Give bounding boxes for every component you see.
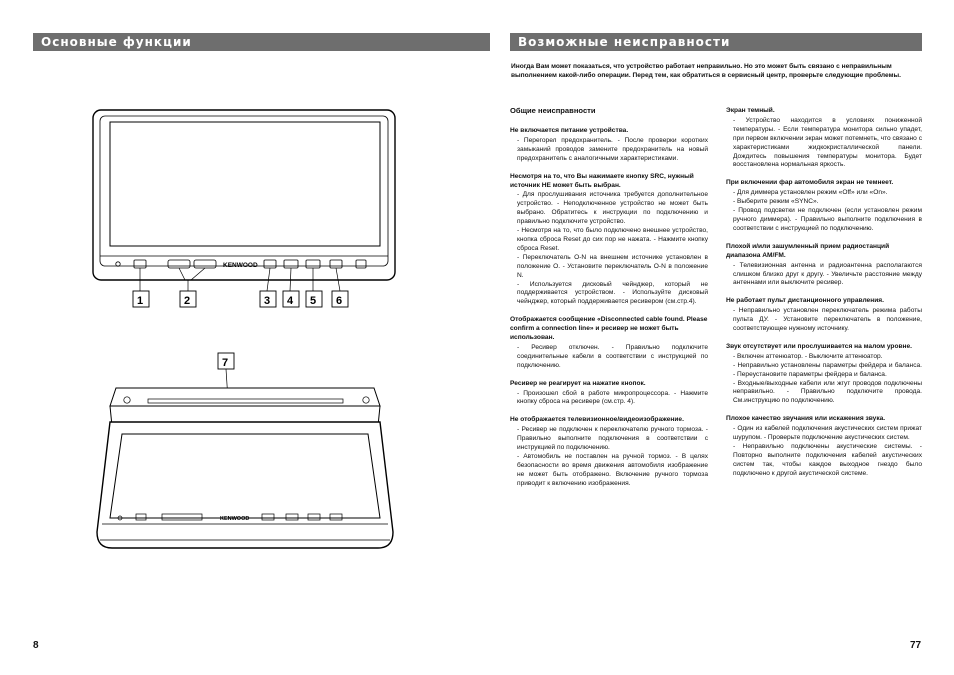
trouble-item [726,297,922,334]
troubleshooting-column-right [726,107,922,488]
trouble-item [726,107,922,170]
left-page-header [33,33,490,51]
trouble-remedy: - Один из кабелей подключения акустических систем прижат шурупом. - Проверьте подключение акустических систем. [733,425,922,442]
trouble-remedy: - Выберите режим «SYNC». [733,198,819,206]
trouble-remedy: - Произошел сбой в работе микропроцессора. - Нажмите кнопку сброса на ресивере (см.стр. 4). [517,389,708,406]
right-page-header [510,33,922,51]
trouble-symptom: Звук отсутствует или прослушивается на малом уровне. [726,342,913,350]
trouble-symptom: Плохое качество звучания или искажения звука. [726,415,886,423]
trouble-remedy: - Включен аттенюатор. - Выключите аттенюатор. [733,352,883,360]
trouble-item [726,343,922,406]
trouble-symptom: При включении фар автомобиля экран не темнеет. [726,179,894,187]
brand-logo-open: KENWOOD [220,516,250,522]
trouble-item [510,316,708,370]
trouble-remedy: - Для диммера установлен режим «Off» или «On». [733,189,888,197]
trouble-symptom: Экран темный. [726,107,775,114]
trouble-item [510,173,708,308]
trouble-remedy: - Перегорел предохранитель. - После проверки коротких замыканий проводов замените предохранитель на новый предохранитель с аналогичными характеристиками. [517,136,708,162]
right-header-text: Возможные неисправности [518,35,731,49]
trouble-remedy: - Устройство находится в условиях пониженной температуры. - Если температура монитора сильно упадет, при первом включении экран может потемнеть, что связано с характеристиками жидкокристаллической панели. Дождитесь повышения температуры монитора. Будет восстановлена нормальная яркость. [733,116,922,169]
trouble-remedy: - Ресивер не подключен к переключателю ручного тормоза. - Правильно выполните подключения в соответствии с инструкцией по подключению. [517,426,708,452]
trouble-remedy: - Используется дисковый чейнджер, который не поддерживается устройством. - Используйте дисковый чейнджер, который поддерживается ресивером (см.стр.4). [517,280,708,306]
callout-2: 2 [184,295,191,307]
trouble-item [726,179,922,233]
trouble-remedy: - Неправильно установлены параметры фейдера и баланса. - Переустановите параметры фейдера и баланса. [733,361,922,378]
trouble-remedy: - Неправильно подключены акустические системы. - Повторно выполните подключения кабелей акустических систем так, чтобы каждое выходное гнездо было подключено к другой акустической системе. [733,443,922,477]
callout-6: 6 [336,295,343,307]
trouble-remedy: - Неправильно установлен переключатель режима работы пульта ДУ. - Установите переключатель в положение, соответствующее нужному источнику. [733,307,922,333]
trouble-symptom: Несмотря на то, что Вы нажимаете кнопку SRC, нужный источник НЕ может быть выбран. [510,172,694,189]
callout-4: 4 [287,295,294,307]
trouble-remedy: - Провод подсветки не подключен (если установлен режим ручного диммера). - Правильно выполните подключения в соответствии с инструкцией по подключению. [733,207,922,232]
callout-1: 1 [137,295,144,307]
trouble-item [510,416,708,488]
callout-7: 7 [222,357,229,369]
trouble-symptom: Ресивер не реагирует на нажатие кнопок. [510,379,646,387]
trouble-symptom: Не включается питание устройства. [510,127,629,134]
trouble-symptom: Не работает пульт дистанционного управления. [726,297,884,305]
brand-logo: KENWOOD [223,262,258,269]
unit-front-illustration [90,108,400,313]
trouble-item [510,380,708,408]
trouble-remedy: - Телевизионная антенна и радиоантенна располагаются слишком близко друг к другу. - Увеличьте расстояние между антеннами или выключите ресивер. [733,261,922,287]
troubleshooting-column-left [510,127,708,498]
trouble-remedy: - Автомобиль не поставлен на ручной тормоз. - В целях безопасности во время движения автомобиля изображение не может быть отображено. Включение ручного тормоза приводит к включению изображения. [517,453,708,487]
unit-open-monitor-illustration [90,352,400,557]
trouble-symptom: Плохой и/или зашумленный прием радиостанций диапазона AM/FM. [726,242,890,259]
callout-3: 3 [264,295,271,307]
trouble-remedy: - Переключатель O-N на внешнем источнике установлен в положение O. - Установите переключатель O-N в положение N. [517,253,708,279]
page-number-left: 8 [33,640,39,651]
trouble-remedy: - Несмотря на то, что было подключено внешнее устройство, кнопка сброса Reset до сих пор не нажата. - Нажмите кнопку сброса Reset. [517,227,708,252]
callout-5: 5 [310,295,317,307]
trouble-remedy: - Входные/выходные кабели или жгут проводов подключены неправильно. - Правильно подключите провода. См.инструкцию по подключению. [733,379,922,405]
page-number-right: 77 [910,640,922,651]
section-subheading: Общие неисправности [510,106,596,115]
left-header-text: Основные функции [41,35,192,49]
trouble-item [726,243,922,289]
trouble-remedy: - Ресивер отключен. - Правильно подключите соединительные кабели в соответствии с инструкцией по подключению. [517,343,708,369]
intro-paragraph: Иногда Вам может показаться, что устройство работает неправильно. Но это может быть связано с неправильным выполнением какой-либо операции. Перед тем, как обратиться в сервисный центр, проверьте следующие проблемы. [511,63,901,80]
trouble-remedy: - Для прослушивания источника требуется дополнительное устройство. - Неподключенное устройство не может быть выбрано. Обратитесь к инструкции по подключению и правильно подключите устройство. [517,191,708,226]
trouble-symptom: Не отображается телевизионное/видеоизображение. [510,416,684,424]
trouble-symptom: Отображается сообщение «Disconnected cable found. Please confirm a connection line» и ресивер не может быть использован. [510,316,708,342]
trouble-item [726,415,922,478]
trouble-item [510,127,708,164]
